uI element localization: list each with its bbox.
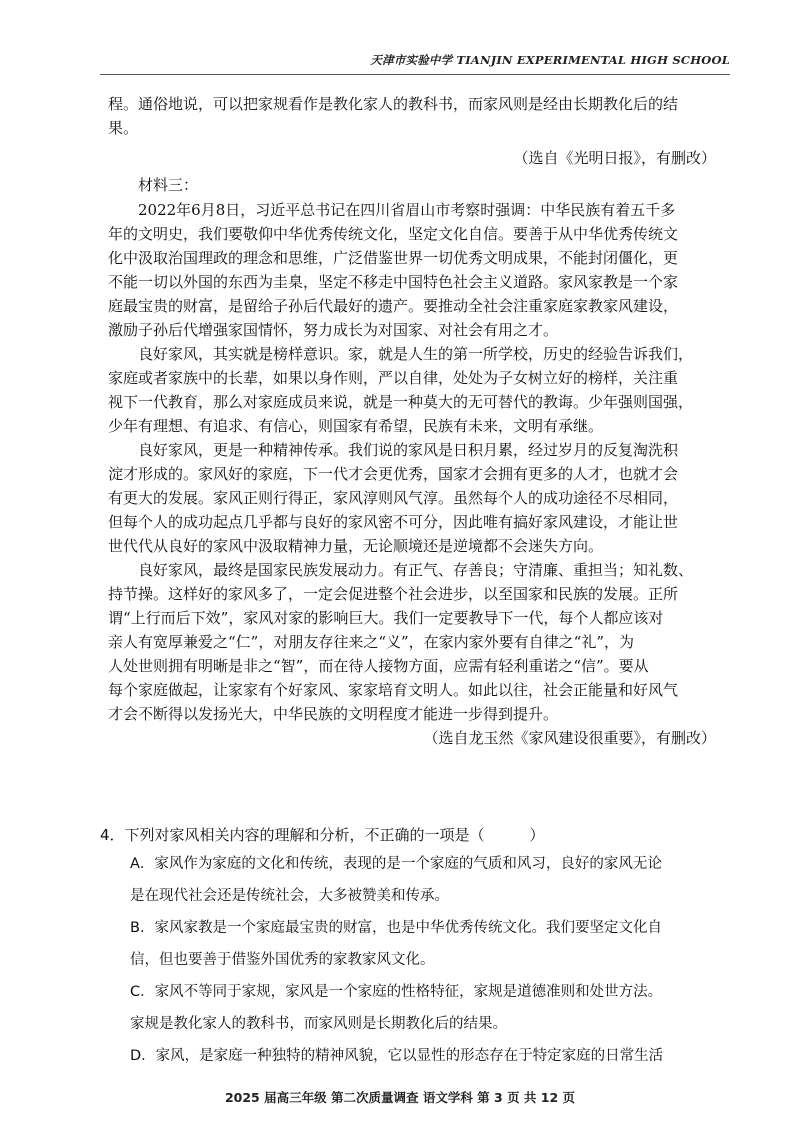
page-footer: 2025 届高三年级 第二次质量调查 语文学科 第 3 页 共 12 页: [224, 1090, 576, 1105]
text-line: 有更大的发展。家风正则行得正，家风淳则风气淳。虽然每个人的成功途径不尽相同，: [108, 489, 679, 507]
option-text: D．家风，是家庭一种独特的精神风貌，它以显性的形态存在于特定家庭的日常生活: [130, 1048, 664, 1064]
source-citation: （选自《光明日报》，有删改）: [513, 149, 716, 167]
text-line: 不能一切以外国的东西为圭臬，坚定不移走中国特色社会主义道路。家风家教是一个家: [108, 273, 679, 291]
text-line: 谓“上行而后下效”，家风对家的影响巨大。我们一定要教导下一代，每个人都应该对: [108, 609, 664, 627]
question-4: [100, 822, 730, 1072]
text-line: 人处世则拥有明晰是非之“智”，而在待人接物方面，应需有轻利重诺之“信”。要从: [108, 657, 649, 675]
text-line: 持节操。这样好的家风多了，一定会促进整个社会进步，以至国家和民族的发展。正所: [108, 585, 679, 603]
text-line: 激励子孙后代增强家国情怀，努力成长为对国家、对社会有用之才。: [108, 321, 559, 339]
text-line: 世代代从良好的家风中汲取精神力量，无论顺境还是逆境都不会迷失方向。: [108, 537, 604, 555]
option-text: B．家风家教是一个家庭最宝贵的财富，也是中华优秀传统文化。我们要坚定文化自: [130, 920, 662, 936]
text-line: 少年有理想、有追求、有信心，则国家有希望，民族有未来，文明有承继。: [108, 417, 604, 435]
option-text: 是在现代社会还是传统社会，大多被赞美和传承。: [130, 888, 449, 904]
text-line: 家庭或者家族中的长辈，如果以身作则，严以自律，处处为子女树立好的榜样，关注重: [108, 369, 679, 387]
passage-continuation: [108, 92, 720, 170]
text-line: 果。: [108, 119, 139, 137]
text-line: 才会不断得以发扬光大，中华民族的文明程度才能进一步得到提升。: [108, 705, 559, 723]
text-line: 但每个人的成功起点几乎都与良好的家风密不可分，因此唯有搞好家风建设，才能让世: [108, 513, 679, 531]
material-label: 材料三：: [138, 176, 199, 194]
option-text: 家规是教化家人的教科书，而家风则是长期教化后的结果。: [130, 1016, 507, 1032]
text-line: 亲人有宽厚兼爱之“仁”，对朋友存往来之“义”，在家内家外要有自律之“礼”，为: [108, 633, 635, 651]
text-line: 良好家风，最终是国家民族发展动力。有正气、存善良；守清廉、重担当；知礼数、: [138, 561, 694, 579]
option-d[interactable]: [100, 1040, 730, 1072]
text-line: 视下一代教育，那么对家庭成员来说，就是一种莫大的无可替代的教诲。少年强则国强，: [108, 393, 694, 411]
option-text: 信，但也要善于借鉴外国优秀的家教家风文化。: [130, 952, 435, 968]
option-text: A．家风作为家庭的文化和传统，表现的是一个家庭的气质和风习，良好的家风无论: [130, 856, 662, 872]
paragraph-4: [108, 558, 720, 726]
option-text: C．家风不等同于家规，家风是一个家庭的性格特征，家规是道德准则和处世方法。: [130, 984, 663, 1000]
header-divider: [100, 74, 730, 75]
paragraph-2: [108, 342, 720, 438]
source-citation: （选自龙玉然《家风建设很重要》，有删改）: [423, 729, 716, 747]
school-header: 天津市实验中学 TIANJIN EXPERIMENTAL HIGH SCHOOL: [370, 53, 730, 67]
text-line: 庭最宝贵的财富，是留给子孙后代最好的遗产。要推动全社会注重家庭家教家风建设，: [108, 297, 679, 315]
text-line: 化中汲取治国理政的理念和思维，广泛借鉴世界一切优秀文明成果，不能封闭僵化，更: [108, 249, 679, 267]
option-c[interactable]: [100, 976, 730, 1040]
option-a[interactable]: [100, 848, 730, 912]
paragraph-3: [108, 438, 720, 558]
text-line: 年的文明史，我们要敬仰中华优秀传统文化，坚定文化自信。要善于从中华优秀传统文: [108, 225, 679, 243]
question-stem: 4．下列对家风相关内容的理解和分析，不正确的一项是（ ）: [100, 826, 545, 844]
text-line: 淀才形成的。家风好的家庭，下一代才会更优秀，国家才会拥有更多的人才，也就才会: [108, 465, 679, 483]
reading-passage: [108, 92, 720, 750]
option-b[interactable]: [100, 912, 730, 976]
text-line: 每个家庭做起，让家家有个好家风、家家培育文明人。如此以往，社会正能量和好风气: [108, 681, 679, 699]
paragraph-1: [108, 198, 720, 342]
text-line: 良好家风，更是一种精神传承。我们说的家风是日积月累，经过岁月的反复淘洗积: [138, 441, 679, 459]
text-line: 良好家风，其实就是榜样意识。家，就是人生的第一所学校，历史的经验告诉我们，: [138, 345, 694, 363]
text-line: 程。通俗地说，可以把家规看作是教化家人的教科书，而家风则是经由长期教化后的结: [108, 95, 679, 113]
text-line: 2022年6月8日，习近平总书记在四川省眉山市考察时强调：中华民族有着五千多: [138, 201, 676, 219]
